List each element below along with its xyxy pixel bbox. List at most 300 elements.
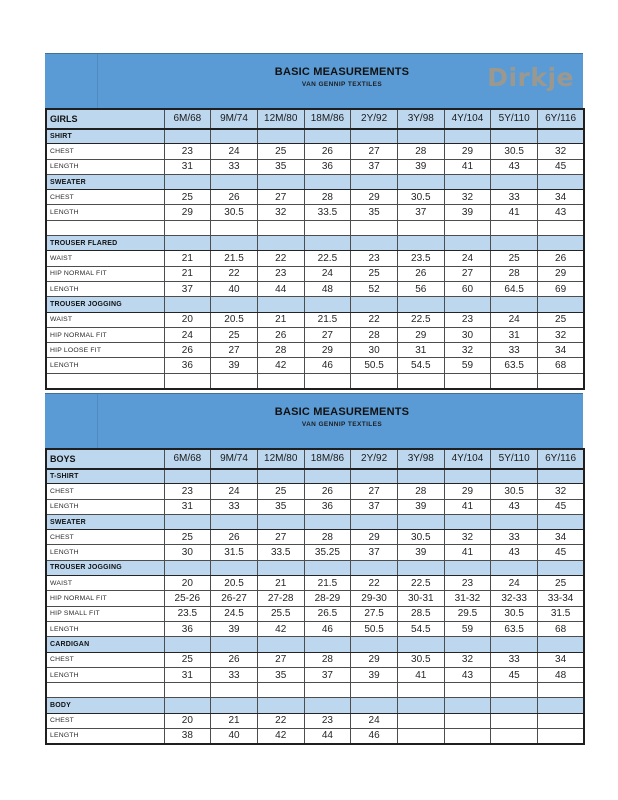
measurement-cell <box>538 560 585 575</box>
section-row <box>46 297 584 312</box>
measurement-cell: 23 <box>164 484 211 499</box>
measurement-cell <box>397 683 444 698</box>
measurement-cell <box>444 220 491 235</box>
measurement-cell <box>444 129 491 144</box>
measurement-cell: 46 <box>304 358 351 373</box>
measurement-cell: 39 <box>444 205 491 220</box>
measurement-cell: 35 <box>351 205 398 220</box>
measurement-cell: 30.5 <box>491 484 538 499</box>
spacer-row <box>46 373 584 388</box>
measurement-cell: 59 <box>444 621 491 636</box>
measurement-cell <box>164 236 211 251</box>
measurement-cell: 34 <box>538 190 585 205</box>
measurement-cell: 39 <box>211 621 258 636</box>
measurement-cell: 28 <box>304 190 351 205</box>
row-label: LENGTH <box>46 729 164 744</box>
measurement-cell <box>491 373 538 388</box>
size-col-header: 3Y/98 <box>397 109 444 129</box>
section-label: SWEATER <box>46 174 164 189</box>
measurement-cell: 33 <box>211 667 258 682</box>
measurement-cell <box>444 174 491 189</box>
measurement-cell <box>538 698 585 713</box>
measurement-cell <box>164 220 211 235</box>
measurement-cell: 24 <box>491 576 538 591</box>
measurement-cell: 44 <box>257 281 304 296</box>
measurement-cell: 35 <box>257 499 304 514</box>
row-label: CHEST <box>46 713 164 728</box>
measurement-cell <box>257 129 304 144</box>
measurement-cell: 29 <box>444 484 491 499</box>
spacer-row <box>46 220 584 235</box>
size-col-header: 6M/68 <box>164 109 211 129</box>
measurement-cell: 22.5 <box>397 312 444 327</box>
section-row <box>46 560 584 575</box>
measurement-cell <box>444 373 491 388</box>
measurement-cell <box>397 469 444 484</box>
size-header-row <box>46 109 584 129</box>
row-label: HIP NORMAL FIT <box>46 266 164 281</box>
measurement-cell <box>211 514 258 529</box>
measurement-cell: 31.5 <box>538 606 585 621</box>
measurement-cell: 31 <box>397 343 444 358</box>
measurement-cell: 28.5 <box>397 606 444 621</box>
measurement-cell <box>351 514 398 529</box>
measurement-cell: 54.5 <box>397 358 444 373</box>
measurement-cell: 43 <box>491 545 538 560</box>
row-label: HIP LOOSE FIT <box>46 343 164 358</box>
measurement-cell: 52 <box>351 281 398 296</box>
section-label: SHIRT <box>46 129 164 144</box>
measurement-cell: 23.5 <box>164 606 211 621</box>
measurement-row <box>46 205 584 220</box>
section-row <box>46 469 584 484</box>
measurement-cell: 34 <box>538 652 585 667</box>
measurement-cell <box>351 220 398 235</box>
measurement-cell: 27 <box>211 343 258 358</box>
measurement-cell: 30 <box>444 327 491 342</box>
size-col-header: 4Y/104 <box>444 109 491 129</box>
report-title: BASIC MEASUREMENTS <box>274 406 410 418</box>
measurement-cell <box>351 560 398 575</box>
measurement-cell: 27 <box>257 530 304 545</box>
measurement-cell <box>397 220 444 235</box>
measurement-cell <box>211 469 258 484</box>
measurement-cell: 27 <box>351 144 398 159</box>
measurement-row <box>46 266 584 281</box>
measurement-cell: 46 <box>351 729 398 744</box>
measurement-cell: 22 <box>351 576 398 591</box>
measurement-cell: 26-27 <box>211 591 258 606</box>
row-label: HIP NORMAL FIT <box>46 327 164 342</box>
measurement-cell <box>351 683 398 698</box>
measurement-cell: 30.5 <box>397 530 444 545</box>
size-col-header: 5Y/110 <box>491 109 538 129</box>
measurement-cell <box>491 637 538 652</box>
measurement-cell <box>538 297 585 312</box>
measurement-cell: 25.5 <box>257 606 304 621</box>
measurement-cell <box>397 174 444 189</box>
section-label: SWEATER <box>46 514 164 529</box>
row-label: LENGTH <box>46 159 164 174</box>
measurement-cell: 48 <box>304 281 351 296</box>
measurement-cell: 21 <box>164 266 211 281</box>
section-row <box>46 698 584 713</box>
measurement-cell <box>211 220 258 235</box>
section-label: TROUSER JOGGING <box>46 297 164 312</box>
measurement-cell: 22 <box>211 266 258 281</box>
measurement-row <box>46 576 584 591</box>
row-label: LENGTH <box>46 499 164 514</box>
measurement-cell: 27.5 <box>351 606 398 621</box>
measurement-cell: 54.5 <box>397 621 444 636</box>
measurement-cell <box>444 683 491 698</box>
row-label: LENGTH <box>46 205 164 220</box>
measurement-cell: 38 <box>164 729 211 744</box>
measurement-cell <box>444 560 491 575</box>
measurement-cell <box>164 373 211 388</box>
size-col-header: 6Y/116 <box>538 449 585 469</box>
measurement-cell: 31 <box>491 327 538 342</box>
measurement-cell: 30-31 <box>397 591 444 606</box>
row-label: LENGTH <box>46 667 164 682</box>
row-label: LENGTH <box>46 358 164 373</box>
measurement-cell <box>444 729 491 744</box>
row-label: WAIST <box>46 251 164 266</box>
measurement-cell: 41 <box>397 667 444 682</box>
measurement-cell: 35 <box>257 159 304 174</box>
measurement-cell: 27-28 <box>257 591 304 606</box>
measurement-cell <box>351 637 398 652</box>
section-label: T-SHIRT <box>46 469 164 484</box>
measurement-cell: 33 <box>211 159 258 174</box>
section-label: CARDIGAN <box>46 637 164 652</box>
measurement-cell: 28 <box>397 144 444 159</box>
measurement-cell: 36 <box>304 159 351 174</box>
measurement-cell <box>164 174 211 189</box>
measurement-cell: 28 <box>257 343 304 358</box>
size-col-header: 9M/74 <box>211 109 258 129</box>
measurement-cell: 20 <box>164 713 211 728</box>
measurement-cell: 33 <box>491 652 538 667</box>
measurement-cell <box>304 637 351 652</box>
measurement-cell <box>444 713 491 728</box>
measurement-cell: 32 <box>538 484 585 499</box>
measurement-cell: 33 <box>211 499 258 514</box>
boys-header-band <box>45 393 583 448</box>
measurement-cell <box>491 713 538 728</box>
measurement-cell <box>304 698 351 713</box>
measurement-row <box>46 343 584 358</box>
measurement-cell: 45 <box>538 159 585 174</box>
measurement-cell: 37 <box>351 499 398 514</box>
measurement-cell: 33.5 <box>304 205 351 220</box>
measurement-cell: 42 <box>257 621 304 636</box>
measurement-cell: 32 <box>538 327 585 342</box>
measurement-cell <box>211 560 258 575</box>
measurement-cell: 63.5 <box>491 358 538 373</box>
measurement-cell: 50.5 <box>351 621 398 636</box>
measurement-cell: 22.5 <box>397 576 444 591</box>
measurement-cell: 25 <box>257 144 304 159</box>
measurement-row <box>46 729 584 744</box>
measurement-cell <box>444 514 491 529</box>
measurement-cell: 40 <box>211 729 258 744</box>
measurement-cell: 32-33 <box>491 591 538 606</box>
measurement-cell: 25 <box>164 652 211 667</box>
measurement-cell: 27 <box>257 652 304 667</box>
measurement-cell: 29.5 <box>444 606 491 621</box>
size-col-header: 2Y/92 <box>351 449 398 469</box>
measurement-cell <box>397 514 444 529</box>
measurement-row <box>46 545 584 560</box>
measurement-cell: 30.5 <box>397 652 444 667</box>
row-label <box>46 373 164 388</box>
measurement-cell <box>211 129 258 144</box>
measurement-cell <box>397 713 444 728</box>
measurement-cell: 22 <box>257 251 304 266</box>
measurement-cell: 21 <box>257 312 304 327</box>
measurement-cell: 35.25 <box>304 545 351 560</box>
measurement-cell <box>304 297 351 312</box>
measurement-cell <box>304 469 351 484</box>
size-col-header: 3Y/98 <box>397 449 444 469</box>
measurement-cell: 56 <box>397 281 444 296</box>
band-titles <box>73 394 611 428</box>
measurement-cell: 37 <box>351 545 398 560</box>
measurement-cell: 40 <box>211 281 258 296</box>
measurement-cell <box>351 373 398 388</box>
measurement-cell: 29 <box>538 266 585 281</box>
measurement-cell <box>304 174 351 189</box>
size-col-header: 2Y/92 <box>351 109 398 129</box>
measurement-row <box>46 144 584 159</box>
measurement-cell: 41 <box>444 545 491 560</box>
measurement-cell <box>164 698 211 713</box>
measurement-cell <box>304 683 351 698</box>
measurement-cell <box>397 297 444 312</box>
measurement-cell: 45 <box>538 545 585 560</box>
measurement-cell: 21.5 <box>304 312 351 327</box>
measurement-cell: 23 <box>351 251 398 266</box>
size-col-header: 6M/68 <box>164 449 211 469</box>
measurement-cell: 29 <box>164 205 211 220</box>
measurement-cell: 34 <box>538 343 585 358</box>
measurement-cell: 32 <box>538 144 585 159</box>
measurement-cell: 21.5 <box>211 251 258 266</box>
measurement-cell: 69 <box>538 281 585 296</box>
measurement-cell: 33.5 <box>257 545 304 560</box>
measurement-cell: 32 <box>444 652 491 667</box>
measurement-cell: 29 <box>444 144 491 159</box>
measurement-cell <box>304 514 351 529</box>
measurement-cell: 28-29 <box>304 591 351 606</box>
section-label: TROUSER JOGGING <box>46 560 164 575</box>
measurement-cell: 36 <box>164 358 211 373</box>
measurement-cell: 39 <box>397 499 444 514</box>
measurement-cell: 23 <box>304 713 351 728</box>
section-row <box>46 236 584 251</box>
row-label: LENGTH <box>46 621 164 636</box>
measurement-cell: 42 <box>257 358 304 373</box>
measurement-cell <box>538 174 585 189</box>
measurement-cell: 60 <box>444 281 491 296</box>
row-label: LENGTH <box>46 545 164 560</box>
measurement-cell: 27 <box>304 327 351 342</box>
measurement-cell: 37 <box>351 159 398 174</box>
measurement-cell: 39 <box>351 667 398 682</box>
measurement-cell <box>351 469 398 484</box>
measurement-cell: 30.5 <box>211 205 258 220</box>
girls-header-band <box>45 53 583 108</box>
measurement-cell <box>491 729 538 744</box>
measurement-cell: 27 <box>444 266 491 281</box>
measurement-cell: 32 <box>444 343 491 358</box>
measurement-cell: 42 <box>257 729 304 744</box>
measurement-cell <box>164 683 211 698</box>
measurement-cell: 28 <box>491 266 538 281</box>
measurement-cell <box>257 236 304 251</box>
measurement-cell: 30 <box>351 343 398 358</box>
measurement-row <box>46 652 584 667</box>
measurement-cell <box>397 729 444 744</box>
measurement-cell: 41 <box>444 499 491 514</box>
measurement-cell: 50.5 <box>351 358 398 373</box>
measurement-cell <box>257 469 304 484</box>
measurement-cell: 24 <box>211 144 258 159</box>
measurement-cell: 20 <box>164 312 211 327</box>
measurement-cell <box>397 129 444 144</box>
measurement-cell: 32 <box>444 190 491 205</box>
measurement-cell <box>538 683 585 698</box>
measurement-cell <box>397 698 444 713</box>
measurement-cell: 26 <box>211 530 258 545</box>
measurement-cell <box>538 129 585 144</box>
measurement-cell <box>304 236 351 251</box>
measurement-cell <box>491 560 538 575</box>
measurement-cell: 21 <box>257 576 304 591</box>
measurement-cell <box>491 469 538 484</box>
boys-section <box>45 393 583 745</box>
measurement-cell <box>351 297 398 312</box>
measurement-cell: 21 <box>211 713 258 728</box>
measurement-row <box>46 312 584 327</box>
measurement-cell: 28 <box>304 530 351 545</box>
measurement-cell <box>351 698 398 713</box>
measurement-cell <box>304 129 351 144</box>
measurement-cell: 37 <box>304 667 351 682</box>
section-label: TROUSER FLARED <box>46 236 164 251</box>
measurement-cell <box>257 560 304 575</box>
measurement-cell <box>397 236 444 251</box>
measurement-cell: 26 <box>257 327 304 342</box>
measurement-cell <box>491 514 538 529</box>
measurement-cell: 26 <box>304 484 351 499</box>
measurement-row <box>46 499 584 514</box>
measurement-cell: 25 <box>164 190 211 205</box>
measurement-cell: 21.5 <box>304 576 351 591</box>
measurement-cell <box>351 174 398 189</box>
measurement-cell: 25 <box>257 484 304 499</box>
measurement-cell: 33-34 <box>538 591 585 606</box>
measurement-cell: 32 <box>444 530 491 545</box>
measurement-row <box>46 591 584 606</box>
spacer-row <box>46 683 584 698</box>
measurement-cell <box>397 637 444 652</box>
section-row <box>46 174 584 189</box>
measurement-cell: 22.5 <box>304 251 351 266</box>
measurement-cell <box>211 637 258 652</box>
measurement-cell: 23 <box>257 266 304 281</box>
measurement-cell: 31 <box>164 499 211 514</box>
measurement-cell: 28 <box>304 652 351 667</box>
measurement-cell <box>538 373 585 388</box>
measurement-cell: 46 <box>304 621 351 636</box>
boys-measurements-table <box>45 448 585 745</box>
measurement-cell: 31 <box>164 159 211 174</box>
measurement-cell: 28 <box>397 484 444 499</box>
measurement-cell <box>538 729 585 744</box>
measurement-cell: 36 <box>304 499 351 514</box>
measurement-cell: 23 <box>164 144 211 159</box>
measurement-cell: 45 <box>538 499 585 514</box>
measurement-cell: 22 <box>257 713 304 728</box>
measurement-cell: 32 <box>257 205 304 220</box>
measurement-cell: 43 <box>491 499 538 514</box>
measurement-cell: 68 <box>538 621 585 636</box>
measurement-cell <box>491 174 538 189</box>
measurement-cell <box>304 220 351 235</box>
measurement-cell <box>538 469 585 484</box>
measurement-row <box>46 606 584 621</box>
measurement-cell <box>211 297 258 312</box>
measurement-cell: 26 <box>164 343 211 358</box>
measurement-row <box>46 190 584 205</box>
measurement-cell <box>538 713 585 728</box>
measurement-cell: 68 <box>538 358 585 373</box>
row-label: HIP SMALL FIT <box>46 606 164 621</box>
size-col-header: 5Y/110 <box>491 449 538 469</box>
measurement-cell <box>351 236 398 251</box>
measurement-cell: 24 <box>304 266 351 281</box>
measurement-row <box>46 667 584 682</box>
measurement-row <box>46 484 584 499</box>
measurement-cell <box>257 698 304 713</box>
measurement-row <box>46 159 584 174</box>
measurement-cell: 24 <box>351 713 398 728</box>
size-col-header: 6Y/116 <box>538 109 585 129</box>
measurement-cell <box>491 236 538 251</box>
measurement-cell <box>538 514 585 529</box>
measurement-cell: 24 <box>444 251 491 266</box>
measurement-cell: 20 <box>164 576 211 591</box>
measurement-cell: 27 <box>351 484 398 499</box>
measurement-cell: 29-30 <box>351 591 398 606</box>
measurement-cell: 30.5 <box>491 606 538 621</box>
measurement-cell <box>211 373 258 388</box>
measurement-row <box>46 281 584 296</box>
measurement-row <box>46 530 584 545</box>
measurement-cell: 25 <box>351 266 398 281</box>
report-subtitle: VAN GENNIP TEXTILES <box>301 421 383 428</box>
measurement-cell: 29 <box>351 190 398 205</box>
measurement-cell: 30 <box>164 545 211 560</box>
row-label: CHEST <box>46 652 164 667</box>
girls-table-mount <box>45 108 583 390</box>
row-label: CHEST <box>46 530 164 545</box>
measurement-cell <box>257 297 304 312</box>
measurement-cell: 41 <box>444 159 491 174</box>
size-col-header: 4Y/104 <box>444 449 491 469</box>
